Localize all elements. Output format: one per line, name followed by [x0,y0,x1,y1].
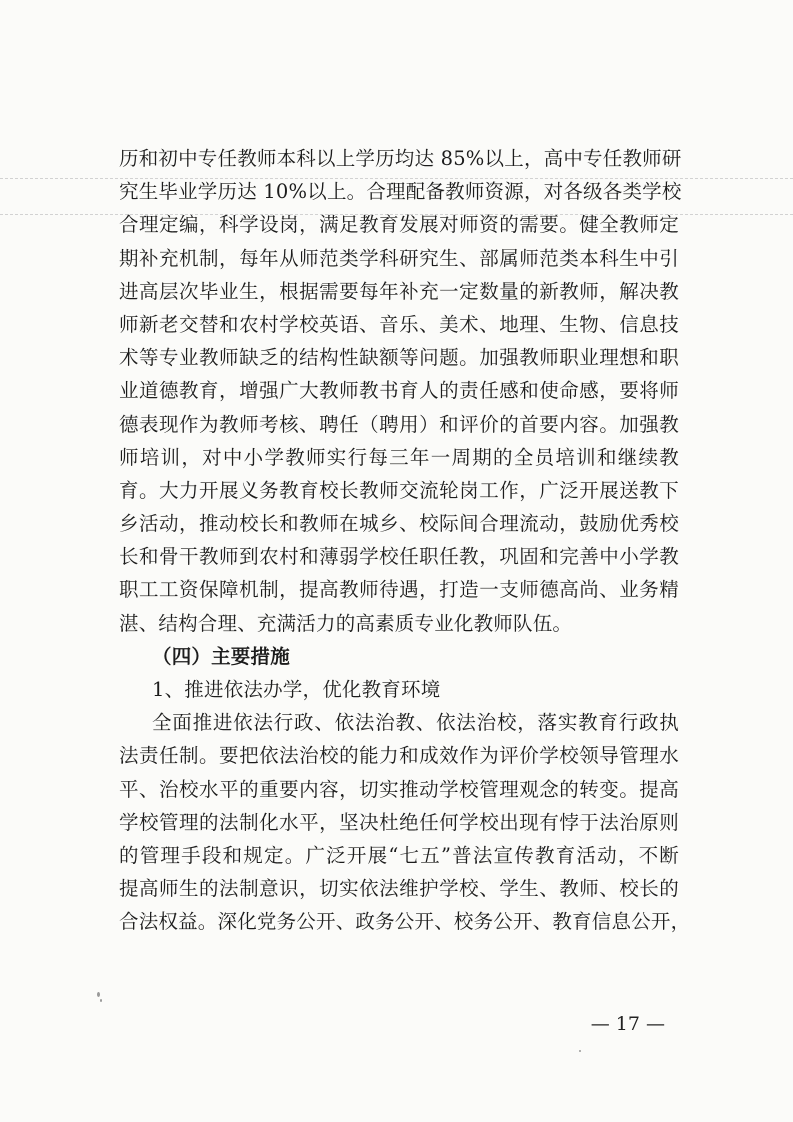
text-line: 合理定编，科学设岗，满足教育发展对师资的需要。健全教师定 [119,213,679,237]
scan-speck [97,992,100,997]
text-line: 职工工资保障机制，提高教师待遇，打造一支师德高尚、业务精 [119,578,679,602]
section-heading: （四）主要措施 [152,644,290,668]
text-line: 育。大力开展义务教育校长教师交流轮岗工作，广泛开展送教下 [119,478,679,502]
text-line: 术等专业教师缺乏的结构性缺额等问题。加强教师职业理想和职 [119,346,679,370]
text-line: 进高层次毕业生，根据需要每年补充一定数量的新教师，解决教 [119,279,679,303]
text-line: 乡活动，推动校长和教师在城乡、校际间合理流动，鼓励优秀校 [119,512,679,536]
page-number-label: — 17 — [590,1013,665,1035]
text-line: 业道德教育，增强广大教师教书育人的责任感和使命感，要将师 [119,379,679,403]
text-line: 全面推进依法行政、依法治教、依法治校，落实教育行政执 [152,711,679,735]
subheading: 1、推进依法办学，优化教育环境 [152,678,441,701]
body-text [119,142,691,939]
text-line: 平、治校水平的重要内容，切实推动学校管理观念的转变。提高 [119,777,679,801]
scan-speck [579,1050,581,1052]
text-line: 德表现作为教师考核、聘任（聘用）和评价的首要内容。加强教 [119,412,679,436]
scan-speck [100,999,102,1002]
text-line: 师新老交替和农村学校英语、音乐、美术、地理、生物、信息技 [119,312,679,336]
text-line: 湛、结构合理、充满活力的高素质专业化教师队伍。 [119,611,573,635]
text-line: 期补充机制，每年从师范类学科研究生、部属师范类本科生中引 [119,246,679,270]
text-line: 历和初中专任教师本科以上学历均达 85%以上，高中专任教师研 [119,147,682,170]
text-line: 师培训，对中小学教师实行每三年一周期的全员培训和继续教 [119,445,679,469]
text-line: 究生毕业学历达 10%以上。合理配备教师资源，对各级各类学校 [119,180,682,204]
text-line: 法责任制。要把依法治校的能力和成效作为评价学校领导管理水 [119,744,679,768]
text-line: 长和骨干教师到农村和薄弱学校任职任教，巩固和完善中小学教 [119,545,679,569]
text-line: 提高师生的法制意识，切实依法维护学校、学生、教师、校长的 [119,877,679,901]
text-line: 的管理手段和规定。广泛开展“七五”普法宣传教育活动，不断 [119,843,679,867]
page-number [0,1013,793,1035]
text-line: 合法权益。深化党务公开、政务公开、校务公开、教育信息公开， [119,910,691,934]
text-line: 学校管理的法制化水平，坚决杜绝任何学校出现有悖于法治原则 [119,810,679,834]
